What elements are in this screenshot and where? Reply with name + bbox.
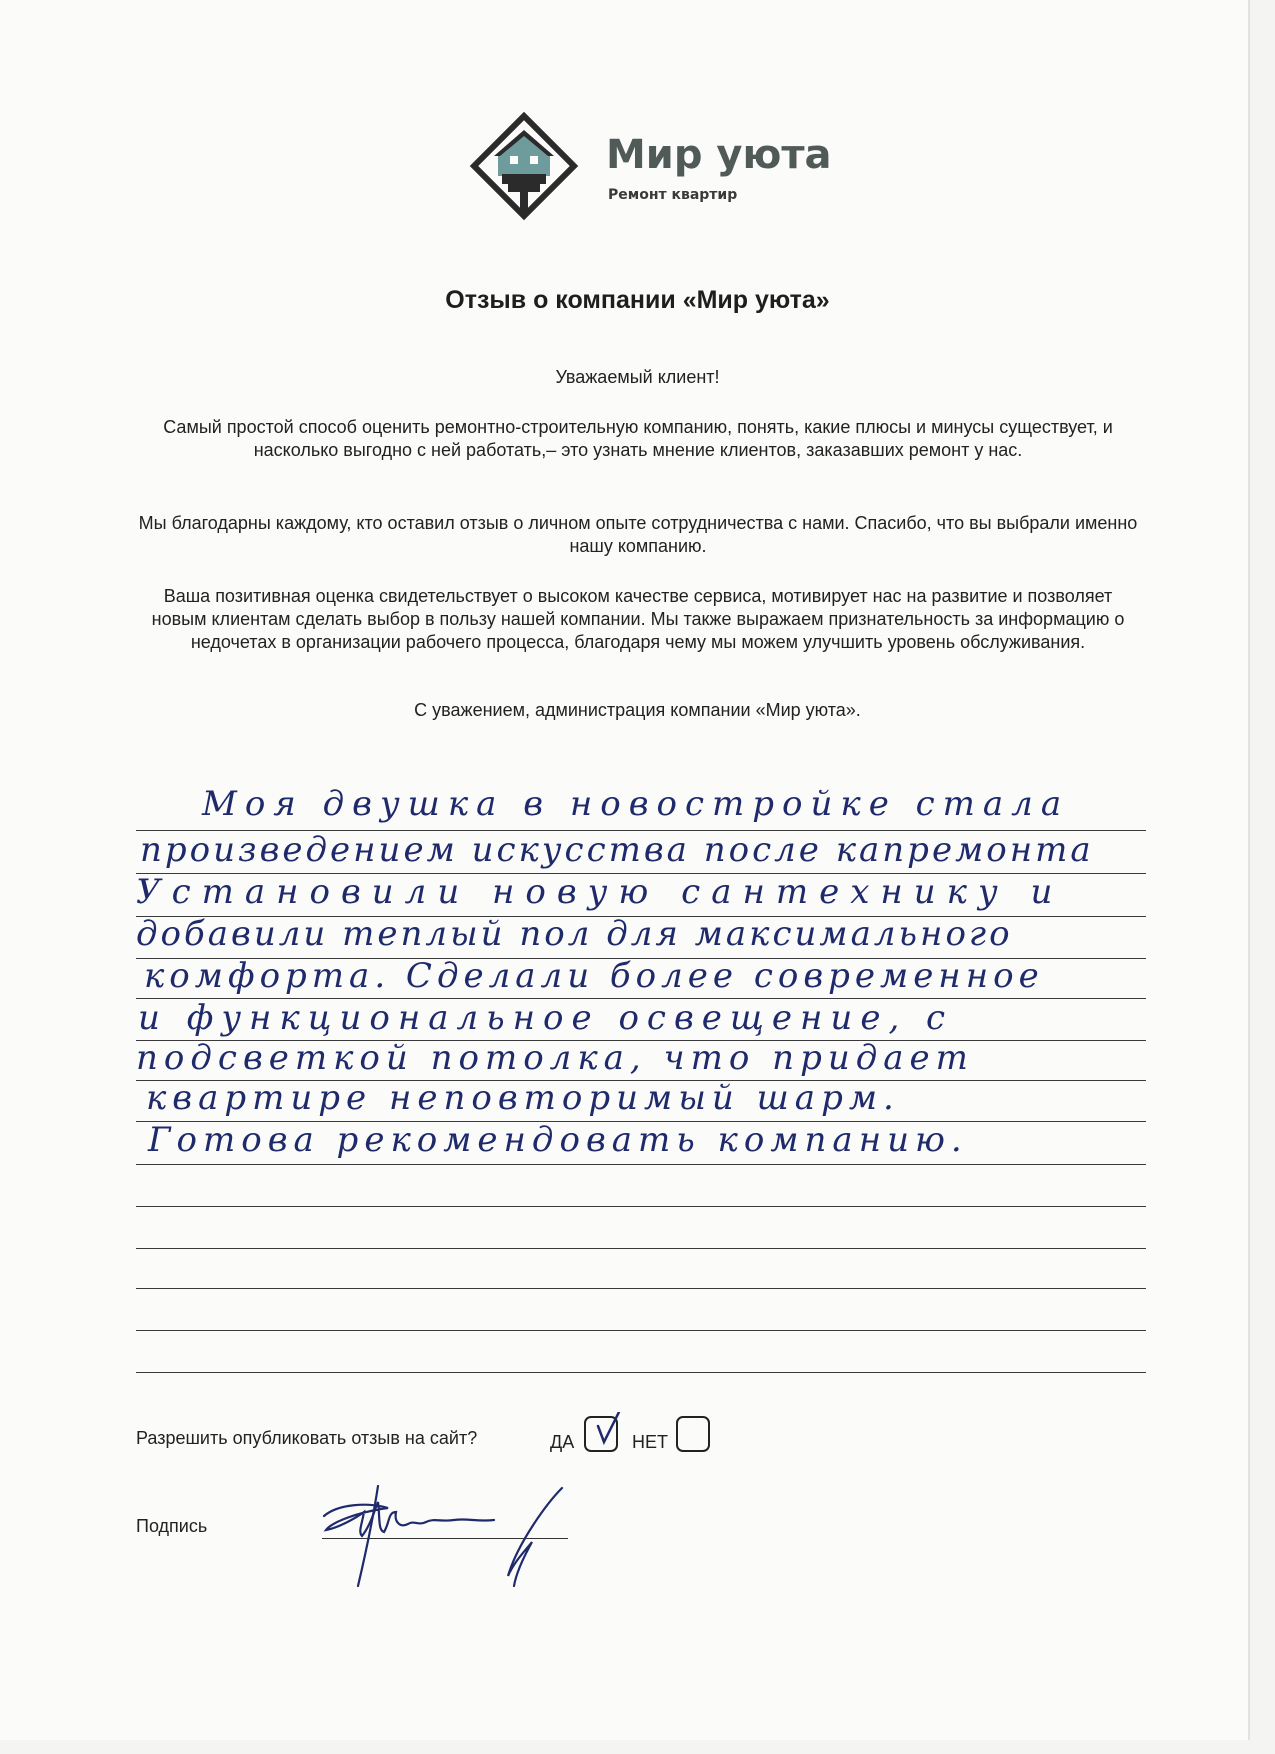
publish-yes-checkbox[interactable] (584, 1416, 618, 1452)
ruled-line (136, 1248, 1146, 1249)
greeting: Уважаемый клиент! (555, 367, 720, 387)
handwritten-line: и функциональное освещение, с (138, 998, 954, 1038)
company-logo (468, 112, 832, 224)
ruled-line (136, 1372, 1146, 1373)
review-text-area[interactable] (136, 758, 1146, 1388)
logo-wordmark: Мир уюта (606, 132, 832, 178)
handwritten-line: квартире неповторимый шарм. (146, 1078, 900, 1118)
publish-no-label: НЕТ (632, 1432, 668, 1452)
ruled-line (136, 1288, 1146, 1289)
house-brush-emblem-icon (468, 112, 588, 224)
check-mark-icon (590, 1412, 620, 1452)
handwritten-line: добавили теплый пол для максимального (136, 914, 1013, 954)
intro-paragraph: Самый простой способ оценить ремонтно-строительную компанию, понять, какие плюсы и минусы существует, и насколько выгодно с ней работать,– это узнать мнение клиентов, заказавших ремонт у нас. (163, 417, 1113, 460)
ruled-line (136, 1330, 1146, 1331)
feedback-paragraph: Ваша позитивная оценка свидетельствует о высоком качестве сервиса, мотивирует нас на развитие и позволяет новым клиентам сделать выбор в пользу нашей компании. Мы также выражаем признательность за информацию о недочетах в организации рабочего процесса, благодаря чему мы можем улучшить уровень обслуживания. (151, 586, 1125, 652)
ruled-line (136, 1206, 1146, 1207)
thanks-paragraph: Мы благодарны каждому, кто оставил отзыв о личном опыте сотрудничества с нами. Спасибо, что вы выбрали именно нашу компанию. (138, 513, 1138, 556)
handwritten-line: Моя двушка в новостройке стала (202, 784, 1070, 824)
logo-tagline: Ремонт квартир (608, 187, 738, 203)
publish-yes-label: ДА (550, 1432, 575, 1452)
page-title: Отзыв о компании «Мир уюта» (445, 286, 830, 314)
handwritten-line: подсветкой потолка, что придает (136, 1038, 974, 1078)
handwritten-signature (318, 1482, 598, 1592)
publish-no-checkbox[interactable] (676, 1416, 710, 1452)
handwritten-line: комфорта. Сделали более современное (144, 956, 1044, 996)
ruled-line (136, 1164, 1146, 1165)
signature-label: Подпись (136, 1516, 208, 1536)
handwritten-line: Готова рекомендовать компанию. (148, 1120, 968, 1160)
publish-question: Разрешить опубликовать отзыв на сайт? (136, 1428, 478, 1448)
handwritten-line: Установили новую сантехнику и (136, 872, 1064, 912)
closing-line: С уважением, администрация компании «Мир уюта». (414, 700, 861, 720)
handwritten-line: произведением искусства после капремонта (140, 830, 1094, 870)
